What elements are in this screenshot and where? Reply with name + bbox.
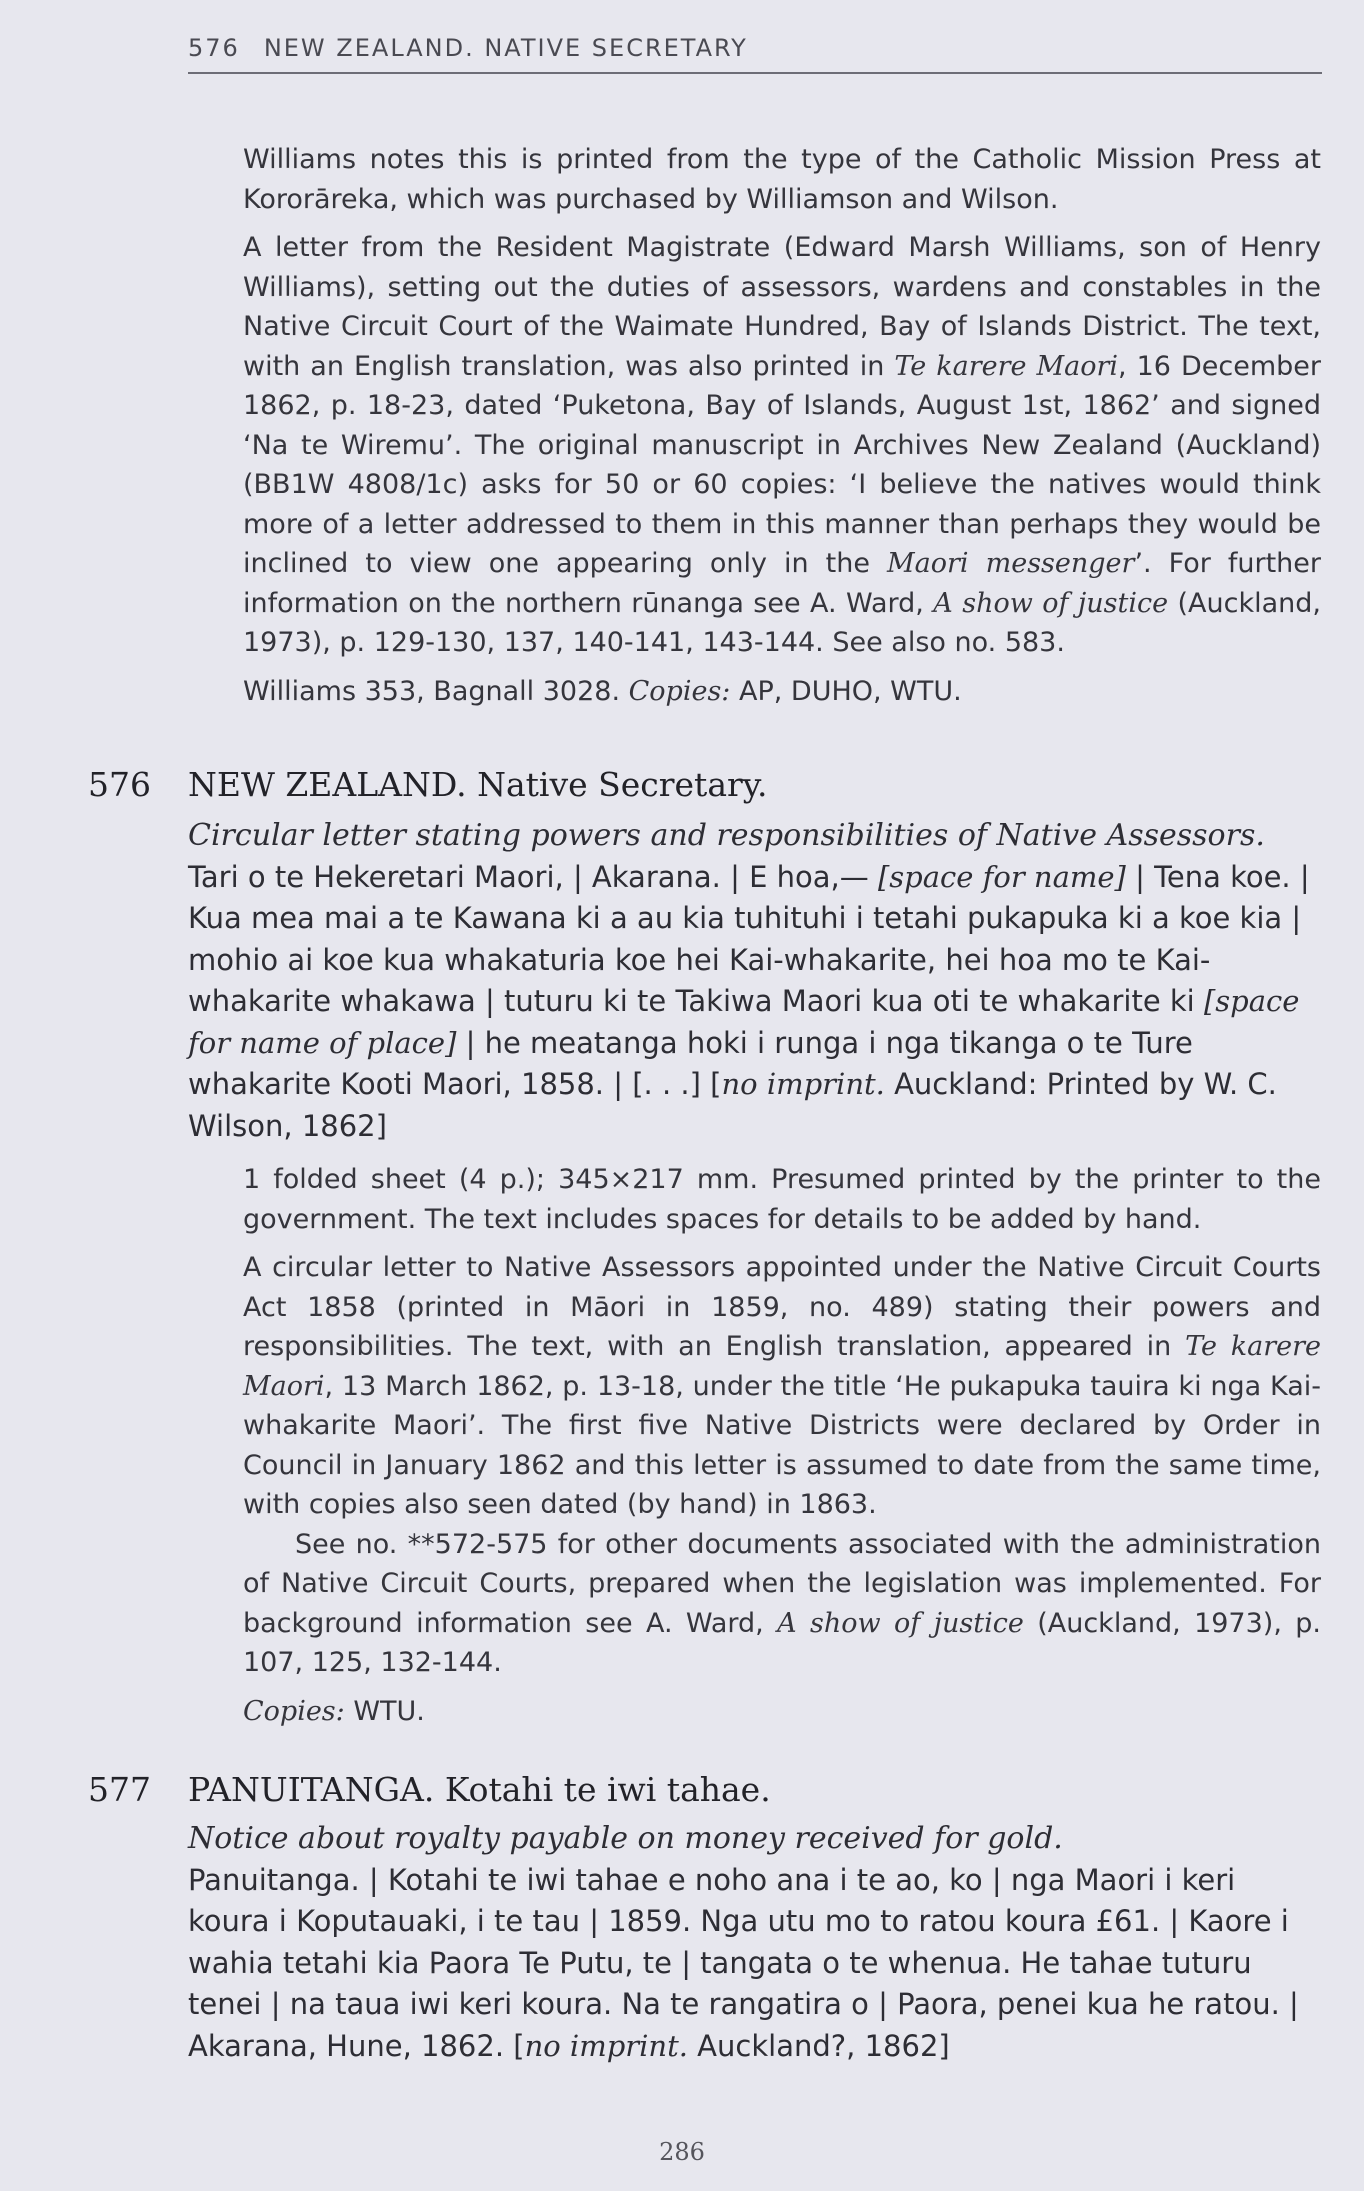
running-head xyxy=(188,34,1322,74)
note-paragraph xyxy=(243,1248,1321,1525)
note-text: 1 folded sheet (4 p.); 345×217 mm. Presumed printed by the printer to the government. The text includes spaces for details to be added by hand. xyxy=(243,1164,1321,1235)
note-text: ’. For further information on the northern rūnanga see A. Ward, xyxy=(243,548,1322,619)
note-title-italic: Maori messenger xyxy=(887,548,1135,579)
note-text: See no. **572-575 for other documents associated with the administration of Native Circuit Courts, prepared when the legislation was implemented. For background information see A. Ward, xyxy=(243,1528,1321,1639)
note-text: (Auckland, 1973), p. 129-130, 137, 140-141, 143-144. See also no. 583. xyxy=(243,587,1322,658)
transcription-italic: [space for name] xyxy=(877,859,1126,894)
note-text: A circular letter to Native Assessors appointed under the Native Circuit Courts Act 1858 (printed in Māori in 1859, no. 489) stating their powers and responsibilities. The text, with an English translation, appeared in xyxy=(243,1252,1321,1362)
transcription-text: Auckland: Printed by W. C. Wilson, 1862] xyxy=(188,1067,1277,1143)
note-paragraph xyxy=(243,228,1321,663)
entry-heading-text: NEW ZEALAND. Native Secretary. xyxy=(188,765,768,804)
note-text: Williams notes this is printed from the type of the Catholic Mission Press at Kororāreka, which was purchased by Williamson and Wilson. xyxy=(243,144,1321,215)
note-title-italic: Te karere Maori xyxy=(243,1331,1322,1402)
note-title-italic: Te karere Maori xyxy=(894,350,1119,382)
note-text: WTU. xyxy=(344,1695,425,1727)
note-title-italic: A show of justice xyxy=(933,587,1169,619)
transcription-text: Auckland?, 1862] xyxy=(687,2028,950,2063)
note-text: , 13 March 1862, p. 13-18, under the title ‘He pukapuka tauira ki nga Kai-whakarite Maori’. The first five Native Districts were declared by Order in Council in January 1862 and this letter is assumed to date from the same time, with copies also seen dated (by hand) in 1863. xyxy=(243,1370,1321,1520)
note-text: Williams 353, Bagnall 3028. xyxy=(243,675,629,707)
entry-title-transcription xyxy=(188,1860,1322,2068)
transcription-text: | he meatanga hoki i runga i nga tikanga o te Ture whakarite Kooti Maori, 1858. | [. . .] [ xyxy=(188,1025,1193,1101)
copies-label: Copies: xyxy=(243,1695,345,1727)
running-head-title: NEW ZEALAND. NATIVE SECRETARY xyxy=(263,34,748,62)
running-head-page-number: 576 xyxy=(188,34,240,62)
entry-576-transcription xyxy=(188,815,1322,1147)
note-text: , 16 December 1862, p. 18-23, dated ‘Puketona, Bay of Islands, August 1st, 1862’ and signed ‘Na te Wiremu’. The original manuscript in Archives New Zealand (Auckland) (BB1W 4808/1c) asks for 50 or 60 copies: ‘I believe the natives would think more of a letter addressed to them in this manner than perhaps they would be inclined to view one appearing only in the xyxy=(243,350,1321,579)
note-title-italic: A show of justice xyxy=(777,1607,1024,1639)
entry-subtitle: Circular letter stating powers and responsibilities of Native Assessors. xyxy=(188,818,1265,853)
note-paragraph xyxy=(243,672,1321,712)
transcription-text: Panuitanga. | Kotahi te iwi tahae e noho ana i te ao, ko | nga Maori i keri koura i Koputauaki, i te tau | 1859. Nga utu mo to ratou koura £61. | Kaore i wahia tetahi kia Paora Te Putu, te | tangata o te whenua. He tahae tuturu tenei | na taua iwi keri koura. Na te rangatira o | Paora, penei kua he ratou. | Akarana, Hune, 1862. [ xyxy=(188,1862,1299,2063)
entry-577-heading xyxy=(88,1770,1328,1810)
entry-subtitle: Notice about royalty payable on money received for gold. xyxy=(188,1821,1063,1856)
entry-577-transcription xyxy=(188,1818,1322,2067)
entry-title-transcription xyxy=(188,857,1322,1148)
note-text: A letter from the Resident Magistrate (Edward Marsh Williams, son of Henry Williams), setting out the duties of assessors, wardens and constables in the Native Circuit Court of the Waimate Hundred, Bay of Islands District. The text, with an English translation, was also printed in xyxy=(243,232,1321,382)
copies-label: Copies: xyxy=(628,675,731,707)
transcription-italic: no imprint. xyxy=(721,1067,885,1101)
entry-number: 577 xyxy=(88,1770,151,1809)
entry-576-heading xyxy=(88,765,1328,805)
transcription-text: Tari o te Hekeretari Maori, | Akarana. | E hoa,— xyxy=(188,859,878,894)
note-text: (Auckland, 1973), p. 107, 125, 132-144. xyxy=(243,1607,1322,1678)
note-paragraph xyxy=(243,1692,1321,1732)
previous-entry-notes xyxy=(243,140,1321,720)
entry-number: 576 xyxy=(88,765,151,804)
note-paragraph xyxy=(243,140,1321,219)
transcription-italic: [space for name of place] xyxy=(188,984,1300,1060)
note-paragraph xyxy=(243,1160,1321,1239)
note-paragraph xyxy=(243,1525,1321,1683)
transcription-text: | Tena koe. | Kua mea mai a te Kawana ki a au kia tuhituhi i tetahi pukapuka ki a koe kia | mohio ai koe kua whakaturia koe hei Kai-whakarite, hei hoa mo te Kai-whakarite whakawa | tuturu ki te Takiwa Maori kua oti te whakarite ki xyxy=(188,859,1310,1018)
entry-576-notes xyxy=(243,1160,1321,1740)
note-text: AP, DUHO, WTU. xyxy=(730,675,962,707)
folio-page-number: 286 xyxy=(659,2138,705,2166)
entry-heading-text: PANUITANGA. Kotahi te iwi tahae. xyxy=(188,1770,771,1809)
transcription-italic: no imprint. xyxy=(524,2028,688,2063)
